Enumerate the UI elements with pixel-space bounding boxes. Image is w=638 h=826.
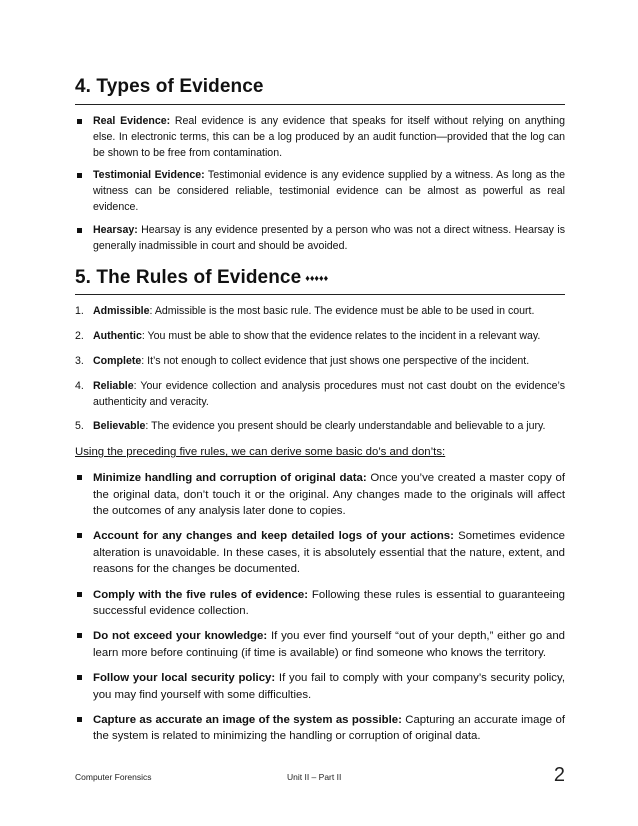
item-text: If you ever find yourself “out of your depth,” either go and learn more before continuing (if time is available) or find someone who knows the territory. [93,630,565,659]
bullet-icon [77,592,82,597]
item-term: Believable [93,420,146,433]
list-item [75,628,565,661]
bullet-icon [77,228,82,233]
rules-list [75,304,565,435]
list-item [75,528,565,577]
item-text: Following these rules is essential to guaranteeing successful evidence collection. [93,588,565,617]
bullet-icon [77,717,82,722]
evidence-types-list [75,114,565,254]
bullet-icon [77,633,82,638]
list-item [75,670,565,703]
item-text: : Admissible is the most basic rule. The evidence must be able to be used in court. [149,305,535,318]
bullet-icon [77,173,82,178]
item-term: Account for any changes and keep detailed logs of your actions: [93,530,454,543]
bullet-icon [77,475,82,480]
list-item [75,712,565,745]
list-item [75,114,565,161]
item-text: If you fail to comply with your company’s security policy, you may find yourself with some difficulties. [93,672,565,701]
bullet-icon [77,119,82,124]
footer-course-title: Computer Forensics [75,772,152,782]
section-5-title: 5. The Rules of Evidence [75,267,302,289]
item-term: Hearsay: [93,223,138,236]
item-text: : Your evidence collection and analysis procedures must not cast doubt on the evidence’s authenticity and veracity. [93,379,565,408]
item-term: Reliable [93,379,134,392]
list-item [75,470,565,519]
item-term: Follow your local security policy: [93,672,276,685]
item-number: 2. [75,330,84,343]
section-4-heading: 4. Types of Evidence [75,76,264,97]
bullet-icon [77,533,82,538]
item-text: : You must be able to show that the evidence relates to the incident in a relevant way. [141,330,541,343]
item-text: : The evidence you present should be clearly understandable and believable to a jury. [145,420,546,433]
item-text: : It’s not enough to collect evidence that just shows one perspective of the incident. [141,354,530,367]
item-number: 5. [75,420,84,433]
list-item [75,329,565,345]
item-text: Capturing an accurate image of the system is related to minimizing the handling or corruption of original data. [93,714,565,743]
list-item [75,587,565,620]
item-text: Hearsay is any evidence presented by a person who was not a direct witness. Hearsay is generally inadmissible in court and should be avoided. [93,223,565,252]
item-term: Minimize handling and corruption of original data: [93,472,367,485]
list-item [75,379,565,411]
item-term: Admissible [93,305,150,318]
list-item [75,223,565,255]
bullet-icon [77,675,82,680]
dos-donts-intro: Using the preceding five rules, we can derive some basic do’s and don’ts: [75,446,446,459]
item-term: Testimonial Evidence: [93,169,205,182]
list-item [75,168,565,215]
diamond-dots-icon: ♦♦♦♦♦ [305,273,329,284]
item-term: Comply with the five rules of evidence: [93,588,309,601]
item-number: 3. [75,354,84,367]
item-term: Complete [93,354,142,367]
dos-donts-list [75,470,565,745]
page-content [75,76,565,754]
list-item [75,354,565,370]
list-item [75,419,565,435]
item-number: 4. [75,379,84,392]
item-text: Real evidence is any evidence that speaks for itself without relying on anything else. In electronic terms, this can be a log produced by an audit function—provided that the log can be shown to be free from contamination. [93,115,565,159]
item-term: Real Evidence: [93,115,171,127]
item-term: Capture as accurate an image of the system as possible: [93,714,402,727]
page-number: 2 [553,764,565,786]
item-term: Authentic [93,330,142,343]
item-text: Testimonial evidence is any evidence supplied by a witness. As long as the witness can be considered reliable, testimonial evidence can be almost as powerful as real evidence. [93,169,565,213]
item-text: Once you’ve created a master copy of the original data, don’t touch it or the original. Any changes made to the originals will affect the outcomes of any analysis later done to copies. [93,472,565,517]
footer-unit-label: Unit II – Part II [287,772,342,782]
page-footer [75,764,565,790]
item-text: Sometimes evidence alteration is unavoidable. In these cases, it is absolutely essential that the nature, extent, and reasons for the changes be documented. [93,530,565,576]
section-5-heading [75,267,565,293]
item-number: 1. [75,305,84,318]
list-item [75,304,565,320]
item-term: Do not exceed your knowledge: [93,630,268,643]
